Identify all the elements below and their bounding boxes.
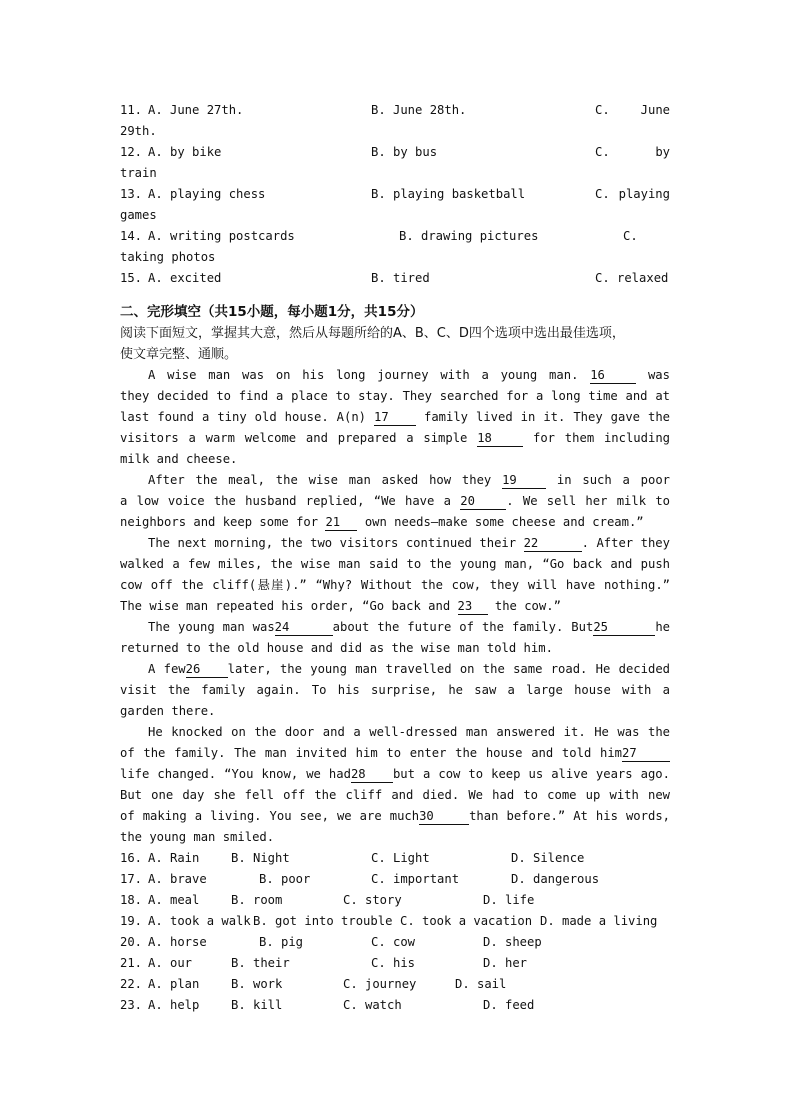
blank-25[interactable]: 25	[593, 619, 655, 636]
option-b: B. playing basketball	[371, 187, 526, 201]
option-c-head: playing	[618, 187, 670, 201]
option-c-tail: train	[120, 166, 157, 180]
blank-19[interactable]: 19	[502, 472, 546, 489]
passage-line: the young man smiled.	[120, 830, 275, 844]
choice-c[interactable]: C. story	[343, 893, 402, 907]
option-a: A. writing postcards	[148, 229, 295, 243]
blank-22[interactable]: 22	[524, 535, 582, 552]
choice-d[interactable]: D. made a living	[540, 914, 658, 928]
choice-number: 19.	[120, 914, 143, 928]
option-a: A. playing chess	[148, 187, 266, 201]
option-b: B. drawing pictures	[399, 229, 539, 243]
passage-line: After the meal, the wise man asked how they 19 in such a poor	[148, 473, 670, 487]
choice-number: 18.	[120, 893, 143, 907]
passage-line: walked a few miles, the wise man said to the young man, “Go back and push	[120, 557, 670, 571]
choice-number: 22.	[120, 977, 143, 991]
choice-row-18	[120, 890, 670, 911]
choice-d[interactable]: D. feed	[483, 998, 535, 1012]
option-a: A. June 27th.	[148, 103, 244, 117]
option-c-label: C.	[595, 187, 610, 201]
choice-b[interactable]: B. room	[231, 893, 283, 907]
blank-30[interactable]: 30	[419, 808, 469, 825]
blank-17[interactable]: 17	[374, 409, 416, 426]
question-number: 14.	[120, 229, 143, 243]
choice-number: 20.	[120, 935, 143, 949]
choice-c[interactable]: C. took a vacation	[400, 914, 533, 928]
choice-c[interactable]: C. journey	[343, 977, 417, 991]
option-c-tail: taking photos	[120, 250, 216, 264]
choice-d[interactable]: D. life	[483, 893, 535, 907]
option-a: A. by bike	[148, 145, 222, 159]
question-15	[120, 268, 670, 289]
choice-c[interactable]: C. his	[371, 956, 416, 970]
choice-a[interactable]: A. help	[148, 998, 200, 1012]
choice-d[interactable]: D. her	[483, 956, 528, 970]
choice-b[interactable]: B. pig	[259, 935, 304, 949]
option-b: B. June 28th.	[371, 103, 467, 117]
choice-row-21	[120, 953, 670, 974]
section-heading: 二、完形填空（共15小题，每小题1分，共15分）	[120, 304, 424, 320]
blank-21[interactable]: 21	[325, 514, 357, 531]
option-c-tail: games	[120, 208, 157, 222]
blank-18[interactable]: 18	[477, 430, 523, 447]
passage-line: He knocked on the door and a well-dressed man answered it. He was the	[148, 725, 670, 739]
blank-27[interactable]: 27	[622, 745, 670, 762]
passage-line: The wise man repeated his order, “Go back and 23 the cow.”	[120, 599, 561, 613]
option-c-head: by	[655, 145, 670, 159]
choice-a[interactable]: A. brave	[148, 872, 207, 886]
question-number: 11.	[120, 103, 143, 117]
question-number: 15.	[120, 271, 143, 285]
choice-a[interactable]: A. took a walk	[148, 914, 251, 928]
choice-row-23	[120, 995, 670, 1016]
choice-c[interactable]: C. Light	[371, 851, 430, 865]
choice-row-20	[120, 932, 670, 953]
passage-line: visitors a warm welcome and prepared a simple 18 for them including	[120, 431, 670, 445]
option-c: C. relaxed	[595, 271, 669, 285]
choice-b[interactable]: B. their	[231, 956, 290, 970]
passage-line: returned to the old house and did as the wise man told him.	[120, 641, 553, 655]
blank-16[interactable]: 16	[590, 367, 636, 384]
choice-row-16	[120, 848, 670, 869]
blank-23[interactable]: 23	[458, 598, 488, 615]
choice-number: 16.	[120, 851, 143, 865]
option-c-head: June	[640, 103, 670, 117]
choice-d[interactable]: D. dangerous	[511, 872, 600, 886]
question-14	[120, 226, 670, 247]
option-c-tail: 29th.	[120, 124, 157, 138]
instruction-line-2: 使文章完整、通顺。	[120, 347, 238, 362]
blank-28[interactable]: 28	[351, 766, 393, 783]
choice-b[interactable]: B. poor	[259, 872, 311, 886]
option-c-label: C.	[595, 103, 610, 117]
exam-page	[120, 100, 670, 1016]
choice-c[interactable]: C. cow	[371, 935, 416, 949]
choice-a[interactable]: A. plan	[148, 977, 200, 991]
section-instruction	[120, 323, 670, 365]
passage-line: But one day she fell off the cliff and died. We had to come up with new	[120, 785, 670, 806]
choice-d[interactable]: D. sail	[455, 977, 507, 991]
passage-line: visit the family again. To his surprise, he saw a large house with a	[120, 683, 670, 697]
listening-options	[120, 100, 670, 289]
choice-b[interactable]: B. Night	[231, 851, 290, 865]
blank-24[interactable]: 24	[275, 619, 333, 636]
passage-line: The next morning, the two visitors continued their 22 . After they	[148, 536, 670, 550]
option-c-label: C.	[623, 229, 638, 243]
choice-list	[120, 848, 670, 1016]
passage-line: cow off the cliff(悬崖).” “Why? Without the cow, they will have nothing.”	[120, 578, 670, 592]
question-12	[120, 142, 670, 163]
choice-number: 23.	[120, 998, 143, 1012]
blank-26[interactable]: 26	[186, 661, 228, 678]
passage-line: A wise man was on his long journey with a young man. 16 was	[148, 368, 670, 382]
passage-line: last found a tiny old house. A(n) 17 family lived in it. They gave the	[120, 410, 670, 424]
passage-line: garden there.	[120, 704, 216, 718]
choice-a[interactable]: A. meal	[148, 893, 200, 907]
passage	[120, 365, 670, 848]
choice-row-22	[120, 974, 670, 995]
blank-20[interactable]: 20	[460, 493, 506, 510]
choice-number: 21.	[120, 956, 143, 970]
passage-line: they decided to find a place to stay. They searched for a long time and at	[120, 389, 670, 403]
choice-b[interactable]: B. got into trouble	[253, 914, 393, 928]
passage-line: of making a living. You see, we are much30 than before.” At his words,	[120, 809, 670, 823]
passage-line: life changed. “You know, we had28 but a cow to keep us alive years ago.	[120, 767, 670, 781]
question-number: 12.	[120, 145, 143, 159]
option-b: B. by bus	[371, 145, 438, 159]
choice-a[interactable]: A. our	[148, 956, 193, 970]
passage-line: A few26 later, the young man travelled on the same road. He decided	[148, 662, 670, 676]
passage-line: The young man was24 about the future of the family. But25 he	[148, 620, 670, 634]
choice-d[interactable]: D. Silence	[511, 851, 585, 865]
question-11	[120, 100, 670, 121]
choice-row-17	[120, 869, 670, 890]
option-c-label: C.	[595, 145, 610, 159]
passage-line: neighbors and keep some for 21 own needs—make some cheese and cream.”	[120, 515, 644, 529]
passage-line: milk and cheese.	[120, 452, 238, 466]
choice-a[interactable]: A. Rain	[148, 851, 200, 865]
choice-b[interactable]: B. work	[231, 977, 283, 991]
instruction-line-1: 阅读下面短文，掌握其大意，然后从每题所给的A、B、C、D四个选项中选出最佳选项，	[120, 326, 625, 341]
choice-b[interactable]: B. kill	[231, 998, 283, 1012]
passage-line: a low voice the husband replied, “We have a 20 . We sell her milk to	[120, 494, 670, 508]
passage-line: of the family. The man invited him to enter the house and told him27	[120, 743, 670, 764]
choice-d[interactable]: D. sheep	[483, 935, 542, 949]
choice-number: 17.	[120, 872, 143, 886]
question-number: 13.	[120, 187, 143, 201]
option-b: B. tired	[371, 271, 430, 285]
choice-c[interactable]: C. watch	[343, 998, 402, 1012]
option-a: A. excited	[148, 271, 222, 285]
choice-row-19	[120, 911, 670, 932]
choice-c[interactable]: C. important	[371, 872, 460, 886]
question-13	[120, 184, 670, 205]
choice-a[interactable]: A. horse	[148, 935, 207, 949]
